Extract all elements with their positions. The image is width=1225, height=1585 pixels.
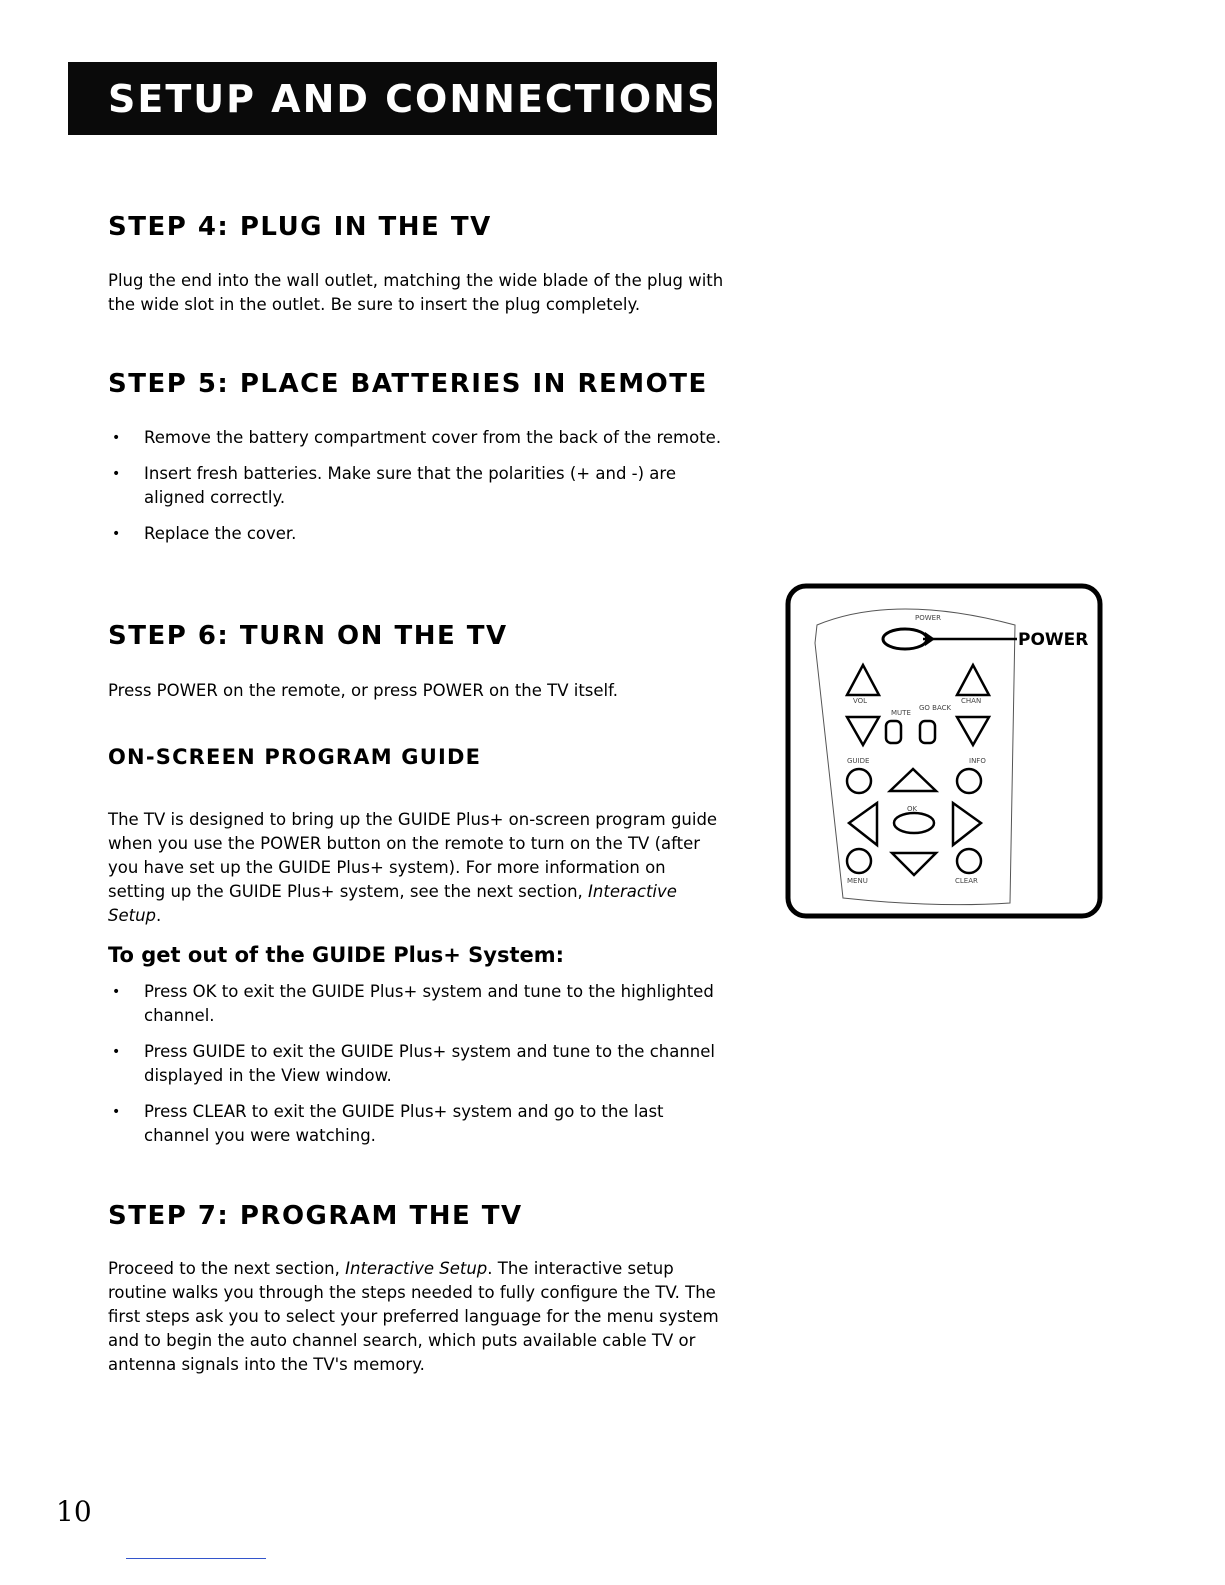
- ok-button: [894, 813, 934, 833]
- vol-down-button: [847, 717, 879, 745]
- list-item: • Replace the cover.: [108, 522, 728, 546]
- page-number: 10: [56, 1495, 92, 1528]
- step5-heading: STEP 5: PLACE BATTERIES IN REMOTE: [108, 369, 708, 399]
- arrow-left-button: [849, 803, 877, 845]
- arrow-right-button: [953, 803, 981, 845]
- power-callout-label: POWER: [1018, 630, 1089, 650]
- list-item: • Insert fresh batteries. Make sure that the polarities (+ and -) are aligned correctly.: [108, 462, 728, 510]
- exit-guide-heading: To get out of the GUIDE Plus+ System:: [108, 943, 565, 967]
- remote-label-ok: OK: [907, 805, 918, 813]
- remote-label-menu: MENU: [847, 877, 868, 885]
- arrow-down-button: [892, 853, 936, 875]
- remote-label-guide: GUIDE: [847, 757, 870, 765]
- exit-guide-bullet-list: [108, 980, 728, 1160]
- guide-heading: ON-SCREEN PROGRAM GUIDE: [108, 745, 482, 769]
- remote-label-power: POWER: [915, 614, 941, 622]
- section-banner-title: SETUP AND CONNECTIONS: [108, 76, 717, 121]
- interactive-setup-reference: Interactive Setup: [345, 1259, 488, 1278]
- mute-button: [886, 721, 901, 743]
- guide-button: [847, 769, 871, 793]
- arrow-up-button: [890, 769, 936, 791]
- step5-bullet-list: [108, 426, 728, 558]
- footer-rule: [126, 1558, 266, 1559]
- vol-up-button: [847, 665, 879, 695]
- step4-heading: STEP 4: PLUG IN THE TV: [108, 212, 492, 242]
- info-button: [957, 769, 981, 793]
- guide-body-text: The TV is designed to bring up the GUIDE Plus+ on-screen program guide when you use the POWER button on the remote to turn on the TV (after you have set up the GUIDE Plus+ system). For more information on setting up the GUIDE Plus+ system, see the next section,: [108, 810, 718, 901]
- list-item: • Press CLEAR to exit the GUIDE Plus+ system and go to the last channel you were watching.: [108, 1100, 728, 1148]
- list-item: • Remove the battery compartment cover from the back of the remote.: [108, 426, 728, 450]
- remote-label-go-back: GO BACK: [919, 704, 952, 712]
- guide-body-end: .: [156, 906, 162, 925]
- remote-label-vol: VOL: [853, 697, 868, 705]
- step6-body: Press POWER on the remote, or press POWER on the TV itself.: [108, 681, 618, 700]
- remote-label-info: INFO: [969, 757, 986, 765]
- list-item: • Press GUIDE to exit the GUIDE Plus+ system and tune to the channel displayed in the View window.: [108, 1040, 728, 1088]
- remote-label-clear: CLEAR: [955, 877, 978, 885]
- power-button: [883, 629, 927, 649]
- section-banner: [68, 62, 717, 135]
- step7-body: [108, 1257, 728, 1377]
- chan-up-button: [957, 665, 989, 695]
- remote-label-chan: CHAN: [961, 697, 982, 705]
- list-item: • Press OK to exit the GUIDE Plus+ system and tune to the highlighted channel.: [108, 980, 728, 1028]
- step7-body-text: Proceed to the next section,: [108, 1259, 346, 1278]
- step6-heading: STEP 6: TURN ON THE TV: [108, 621, 508, 651]
- step4-body: Plug the end into the wall outlet, matching the wide blade of the plug with the wide slot in the outlet. Be sure to insert the plug completely.: [108, 271, 724, 314]
- chan-down-button: [957, 717, 989, 745]
- guide-body: [108, 808, 728, 928]
- step7-heading: STEP 7: PROGRAM THE TV: [108, 1201, 523, 1231]
- interactive-setup-reference: Interactive Setup: [108, 882, 677, 925]
- step7-body-end: . The interactive setup routine walks you through the steps needed to fully configure the TV. The first steps ask you to select your preferred language for the menu system and to begin the auto channel search, which puts available cable TV or antenna signals into the TV's memory.: [108, 1259, 719, 1374]
- remote-label-mute: MUTE: [891, 709, 911, 717]
- go-back-button: [920, 721, 935, 743]
- menu-button: [847, 849, 871, 873]
- clear-button: [957, 849, 981, 873]
